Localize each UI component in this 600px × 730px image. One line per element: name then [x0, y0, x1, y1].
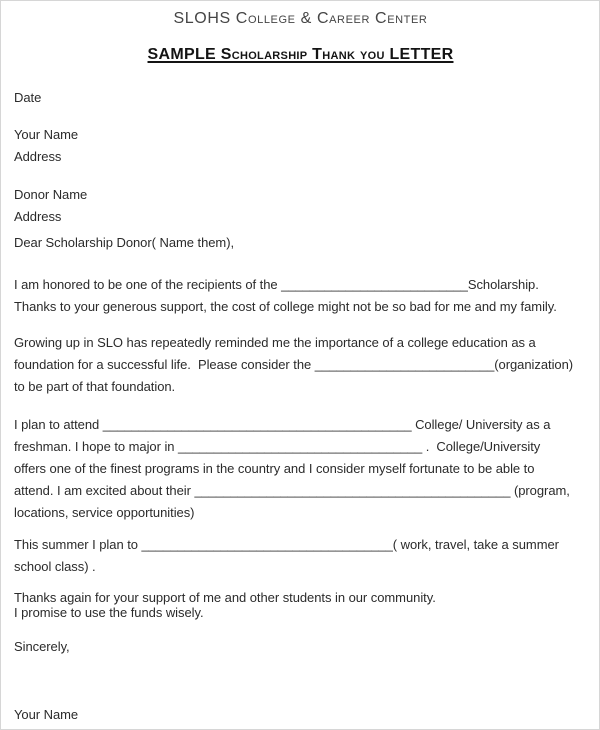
paragraph-growing-line: to be part of that foundation.	[14, 379, 176, 394]
sender-block-line: Address	[14, 149, 62, 164]
paragraph-growing-line: Growing up in SLO has repeatedly reminded me the importance of a college education as a	[14, 335, 536, 350]
sender-block	[14, 124, 587, 168]
paragraph-attend-line: locations, service opportunities)	[14, 505, 195, 520]
sender-block-line: Your Name	[14, 127, 79, 142]
paragraph-summer-line: This summer I plan to ___________________________________( work, travel, take a summer	[14, 537, 559, 552]
date	[14, 87, 587, 109]
salutation-line: Dear Scholarship Donor( Name them),	[14, 235, 235, 250]
letter-body	[1, 1, 599, 726]
paragraph-summer	[14, 534, 587, 578]
title	[14, 44, 587, 66]
closing	[14, 636, 587, 658]
donor-block	[14, 184, 587, 228]
paragraph-summer-line: school class) .	[14, 559, 96, 574]
paragraph-attend	[14, 414, 587, 524]
closing-line: Sincerely,	[14, 639, 70, 654]
paragraph-attend-line: I plan to attend ___________________________________________ College/ University as a	[14, 417, 551, 432]
paragraph-growing	[14, 332, 587, 398]
paragraph-attend-line: freshman. I hope to major in __________________________________ . College/University	[14, 439, 541, 454]
signature-line: Your Name	[14, 707, 79, 722]
title-line: SAMPLE Scholarship Thank you LETTER	[147, 46, 454, 63]
header-line: SLOHS College & Career Center	[173, 10, 428, 27]
paragraph-attend-line: attend. I am excited about their ____________________________________________ (program,	[14, 483, 570, 498]
header	[14, 9, 587, 29]
donor-block-line: Donor Name	[14, 187, 88, 202]
date-line: Date	[14, 90, 42, 105]
paragraph-thanks-line: Thanks again for your support of me and other students in our community.	[14, 590, 436, 605]
salutation	[14, 232, 587, 254]
paragraph-honored	[14, 274, 587, 318]
signature	[14, 704, 587, 726]
paragraph-honored-line: Thanks to your generous support, the cost of college might not be so bad for me and my family.	[14, 299, 557, 314]
paragraph-attend-line: offers one of the finest programs in the country and I consider myself fortunate to be able to	[14, 461, 535, 476]
donor-block-line: Address	[14, 209, 62, 224]
paragraph-thanks	[14, 590, 587, 620]
paragraph-thanks-line: I promise to use the funds wisely.	[14, 605, 204, 620]
paragraph-honored-line: I am honored to be one of the recipients of the __________________________Scholarship.	[14, 277, 539, 292]
paragraph-growing-line: foundation for a successful life. Please consider the _________________________(organization)	[14, 357, 574, 372]
